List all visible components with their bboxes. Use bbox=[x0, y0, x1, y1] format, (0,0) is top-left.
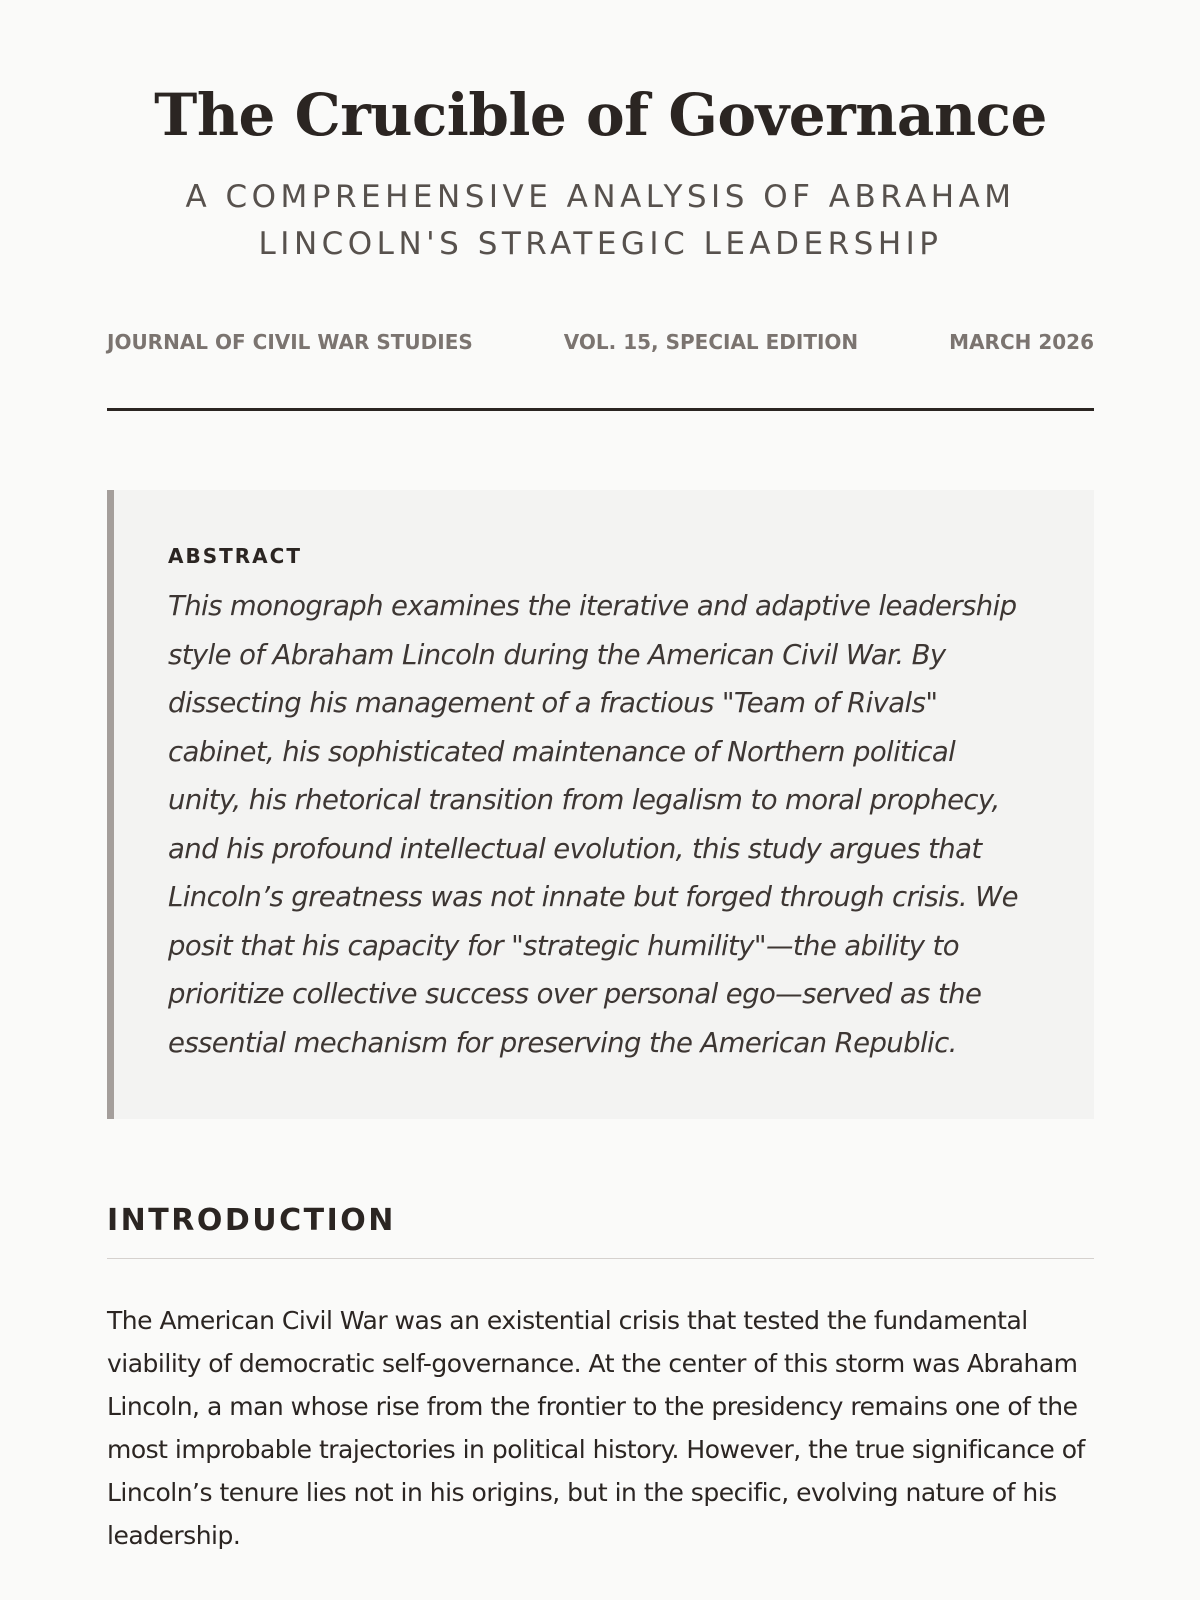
journal-name: JOURNAL OF CIVIL WAR STUDIES bbox=[107, 330, 473, 354]
volume-info: VOL. 15, SPECIAL EDITION bbox=[563, 330, 859, 354]
introduction-heading: INTRODUCTION bbox=[107, 1203, 396, 1238]
article-title: The Crucible of Governance bbox=[154, 81, 1047, 149]
publication-meta bbox=[107, 328, 1094, 356]
article-page bbox=[107, 0, 1094, 1557]
publication-date: MARCH 2026 bbox=[949, 330, 1094, 354]
abstract-box bbox=[107, 490, 1094, 1119]
introduction-paragraph: The American Civil War was an existential crisis that tested the fundamental viability of democratic self-governance. At the center of this storm was Abraham Lincoln, a man whose rise from the frontier to the presidency remains one of the most improbable trajectories in political history. However, the true significance of Lincoln’s tenure lies not in his origins, but in the specific, evolving nature of his leadership. bbox=[107, 1306, 1085, 1550]
article-subtitle: A COMPREHENSIVE ANALYSIS OF ABRAHAM LINCOLN'S STRATEGIC LEADERSHIP bbox=[185, 179, 1016, 262]
header-divider bbox=[107, 408, 1094, 411]
abstract-text: This monograph examines the iterative and adaptive leadership style of Abraham Lincoln during the American Civil War. By dissecting his management of a fractious "Team of Rivals" cabinet, his sophisticated maintenance of Northern political unity, his rhetorical transition from legalism to moral prophecy, and his profound intellectual evolution, this study argues that Lincoln’s greatness was not innate but forged through crisis. We posit that his capacity for "strategic humility"—the ability to prioritize collective success over personal ego—served as the essential mechanism for preserving the American Republic. bbox=[168, 590, 1019, 1059]
section-divider bbox=[107, 1258, 1094, 1259]
abstract-label: ABSTRACT bbox=[168, 544, 302, 568]
